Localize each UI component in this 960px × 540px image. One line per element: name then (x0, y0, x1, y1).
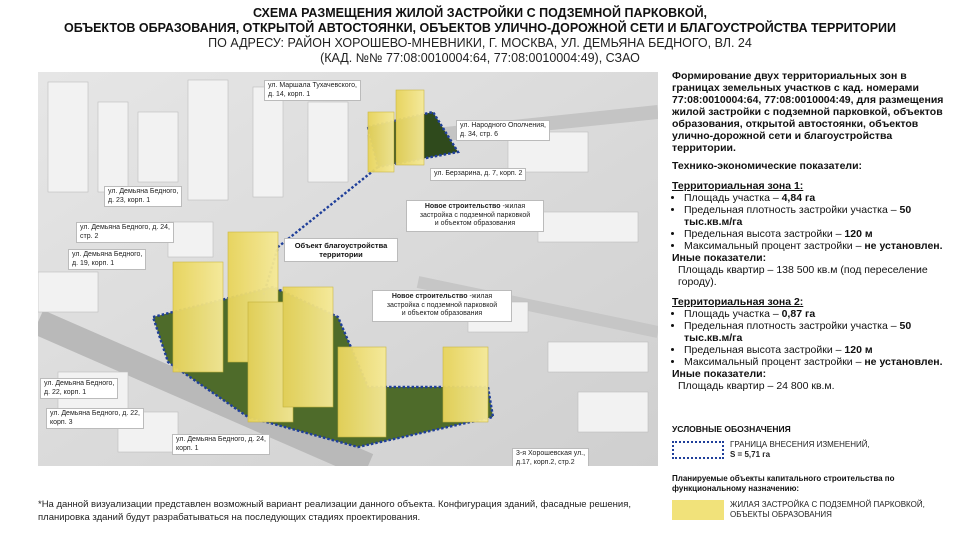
label-new-build-2-bold: Новое строительство (391, 293, 468, 300)
zone-2-percent (684, 356, 957, 368)
label-bednogo-23-line1: ул. Демьяна Бедного, (108, 188, 179, 195)
label-bednogo-23 (104, 186, 182, 207)
label-bednogo-19-line2: д. 19, корп. 1 (72, 259, 115, 267)
zone-1-density (684, 204, 957, 228)
tep-title: Технико-экономические показатели: (672, 160, 863, 172)
info-intro: Формирование двух территориальных зон в границах земельных участков с кад. номерами 77:08:0010004:64, 77:08:0010004:49, для размещения жилой застройки с подземной парковкой, объектов образования, открытой автостоянки, объектов улично-дорожной сети и благоустройства территории. (672, 70, 944, 154)
label-bednogo-22-k1 (40, 378, 118, 399)
zone-2-percent-value: не установлен. (864, 356, 943, 368)
label-new-build-1-bold: Новое строительство (424, 203, 501, 210)
label-bednogo-19-line1: ул. Демьяна Бедного, (72, 251, 143, 258)
zone-2-height (684, 344, 957, 356)
zone-1-density-value: 50 тыс.кв.м/га (684, 204, 912, 228)
label-marshala-line2: д. 14, корп. 1 (268, 90, 311, 98)
legend-plan-title: Планируемые объекты капитального строительства по функциональному назначению: (672, 474, 895, 493)
label-new-build-1-rest1: -жилая (500, 203, 526, 210)
zone-1-density-label: Предельная плотность застройки участка – (684, 204, 900, 216)
zone-2-height-label: Предельная высота застройки – (684, 344, 845, 356)
label-new-build-1-rest2: застройка с подземной парковкой (419, 211, 531, 219)
zone-1-height-label: Предельная высота застройки – (684, 228, 845, 240)
label-landscape-line2: территории (319, 250, 363, 259)
label-bednogo-24-k1 (172, 434, 270, 455)
zone-2-title: Территориальная зона 2: (672, 296, 804, 308)
zone-1-percent-label: Максимальный процент застройки – (684, 240, 865, 252)
legend-border-swatch (672, 441, 724, 459)
legend-border-text (730, 440, 870, 460)
zone-1-height-value: 120 м (844, 228, 873, 240)
zone-1-area (684, 192, 957, 204)
header-line-2: ОБЪЕКТОВ ОБРАЗОВАНИЯ, ОТКРЫТОЙ АВТОСТОЯНКИ, ОБЪЕКТОВ УЛИЧНО-ДОРОЖНОЙ СЕТИ И БЛАГОУСТРОЙСТВА ТЕРРИТОРИИ (63, 21, 897, 35)
label-bednogo-23-line2: д. 23, корп. 1 (108, 196, 151, 204)
zone-2-other-text: Площадь квартир – 24 800 кв.м. (678, 380, 835, 392)
page-header (0, 6, 960, 66)
zone-1-other-title: Иные показатели: (672, 252, 767, 264)
label-bednogo-24-k1-line1: ул. Демьяна Бедного, д. 24, (176, 436, 266, 443)
zone-2-other-title: Иные показатели: (672, 368, 767, 380)
label-khoroshevskaya-line2: д.17, корп.2, стр.2 (516, 458, 575, 466)
label-berzarina-line1: ул. Берзарина, д. 7, корп. 2 (434, 170, 523, 177)
label-bednogo-19 (68, 249, 146, 270)
zone-1-other-text: Площадь квартир – 138 500 кв.м (под переселение городу). (678, 264, 928, 288)
info-panel (672, 70, 957, 392)
zone-2-area-label: Площадь участка – (684, 308, 782, 320)
legend-title: УСЛОВНЫЕ ОБОЗНАЧЕНИЯ (672, 424, 791, 434)
legend-row-yellow (672, 500, 957, 520)
zone-2-area-value: 0,87 га (781, 308, 816, 320)
label-bednogo-22-k3 (46, 408, 144, 429)
zone-1-percent-value: не установлен. (864, 240, 943, 252)
label-narodnogo-line1: ул. Народного Ополчения, (460, 122, 546, 129)
label-khoroshevskaya-line1: 3-я Хорошевская ул., (516, 450, 586, 457)
label-bednogo-22-k3-line1: ул. Демьяна Бедного, д. 22, (50, 410, 140, 417)
label-bednogo-24-s2-line2: стр. 2 (80, 232, 99, 240)
label-bednogo-22-k1-line1: ул. Демьяна Бедного, (44, 380, 115, 387)
label-new-build-2-rest3: и объектом образования (401, 310, 483, 317)
label-landscape-line1: Объект благоустройства (294, 241, 388, 250)
label-bednogo-24-s2-line1: ул. Демьяна Бедного, д. 24, (80, 224, 170, 231)
label-marshala-line1: ул. Маршала Тухачевского, (268, 82, 357, 89)
legend-yellow-swatch (672, 500, 724, 520)
label-khoroshevskaya (512, 448, 589, 466)
header-line-3: ПО АДРЕСУ: РАЙОН ХОРОШЕВО-МНЕВНИКИ, Г. МОСКВА, УЛ. ДЕМЬЯНА БЕДНОГО, ВЛ. 24 (208, 36, 752, 50)
zone-2-density-value: 50 тыс.кв.м/га (684, 320, 912, 344)
zone-1-height (684, 228, 957, 240)
label-narodnogo (456, 120, 550, 141)
legend-row-border (672, 440, 957, 460)
legend-border-area: S = 5,71 га (730, 450, 771, 459)
header-line-4: (КАД. №№ 77:08:0010004:64, 77:08:0010004:49), СЗАО (320, 51, 640, 65)
zone-1-area-value: 4,84 га (781, 192, 816, 204)
zone-2-density (684, 320, 957, 344)
legend (672, 424, 957, 520)
label-berzarina (430, 168, 526, 181)
zone-2-height-value: 120 м (844, 344, 873, 356)
label-bednogo-22-k1-line2: д. 22, корп. 1 (44, 388, 87, 396)
label-bednogo-24-k1-line2: корп. 1 (176, 444, 199, 452)
zone-1-percent (684, 240, 957, 252)
label-landscape-object (284, 238, 398, 262)
footnote: *На данной визуализации представлен возможный вариант реализации данного объекта. Конфигурация зданий, фасадные решения, планировка зданий будут разрабатываться на последующих стадиях проектирования. (38, 499, 631, 523)
label-new-build-1-rest3: и объектом образования (434, 220, 516, 227)
label-new-build-2-rest2: застройка с подземной парковкой (386, 301, 498, 309)
label-new-build-2 (372, 290, 512, 322)
label-bednogo-22-k3-line2: корп. 3 (50, 418, 73, 426)
legend-border-label: ГРАНИЦА ВНЕСЕНИЯ ИЗМЕНЕНИЙ, (730, 440, 870, 449)
zone-2-density-label: Предельная плотность застройки участка – (684, 320, 900, 332)
legend-yellow-label: ЖИЛАЯ ЗАСТРОЙКА С ПОДЗЕМНОЙ ПАРКОВКОЙ, ОБЪЕКТЫ ОБРАЗОВАНИЯ (730, 500, 925, 519)
label-bednogo-24-s2 (76, 222, 174, 243)
site-visualization (38, 72, 658, 466)
zone-2-list (672, 308, 957, 368)
zone-2-percent-label: Максимальный процент застройки – (684, 356, 865, 368)
label-new-build-1 (406, 200, 544, 232)
zone-2-area (684, 308, 957, 320)
label-new-build-2-rest1: -жилая (467, 293, 493, 300)
zone-1-list (672, 192, 957, 252)
header-line-1: СХЕМА РАЗМЕЩЕНИЯ ЖИЛОЙ ЗАСТРОЙКИ С ПОДЗЕМНОЙ ПАРКОВКОЙ, (252, 6, 708, 20)
zone-1-title: Территориальная зона 1: (672, 180, 804, 192)
label-marshala (264, 80, 361, 101)
label-narodnogo-line2: д. 34, стр. 6 (460, 130, 499, 138)
zone-1-area-label: Площадь участка – (684, 192, 782, 204)
